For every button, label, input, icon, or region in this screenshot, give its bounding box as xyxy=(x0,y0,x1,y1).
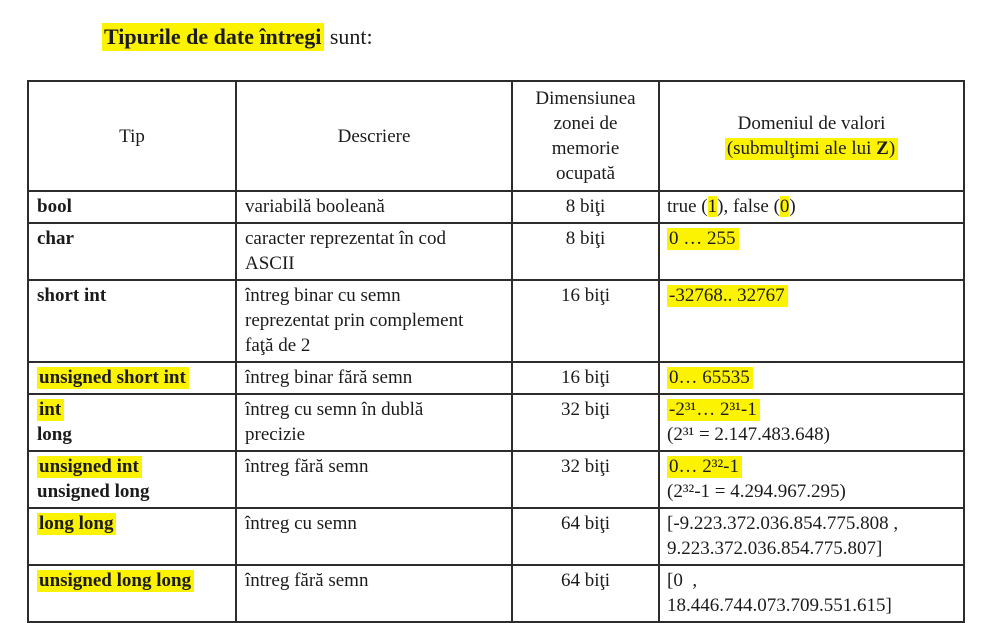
page-title xyxy=(102,24,373,50)
table-row-char xyxy=(28,223,964,280)
header-tip: Tip xyxy=(28,81,236,191)
cell-domeniu: true (1), false (0) xyxy=(659,191,964,223)
cell-domeniu: 0… 65535 xyxy=(659,362,964,394)
header-domeniu xyxy=(659,81,964,191)
set-z-symbol: Z xyxy=(876,138,889,159)
cell-dimensiune: 8 biţi xyxy=(512,191,659,223)
table-row-unsigned-long-long xyxy=(28,565,964,622)
cell-tip: long long xyxy=(28,508,236,565)
table-row-unsigned-int-long xyxy=(28,451,964,508)
header-dimensiune: Dimensiunea zonei de memorie ocupată xyxy=(512,81,659,191)
cell-descriere: întreg fără semn xyxy=(236,451,512,508)
cell-domeniu: [-9.223.372.036.854.775.808 , 9.223.372.036.854.775.807] xyxy=(659,508,964,565)
table-row-int-long xyxy=(28,394,964,451)
cell-tip: int long xyxy=(28,394,236,451)
cell-descriere: întreg cu semn în dublă precizie xyxy=(236,394,512,451)
cell-tip: unsigned short int xyxy=(28,362,236,394)
page-title-rest: sunt: xyxy=(324,24,373,49)
cell-descriere: întreg fără semn xyxy=(236,565,512,622)
cell-dimensiune: 16 biţi xyxy=(512,362,659,394)
cell-tip: unsigned long long xyxy=(28,565,236,622)
cell-dimensiune: 64 biţi xyxy=(512,565,659,622)
cell-tip: char xyxy=(28,223,236,280)
cell-descriere: întreg cu semn xyxy=(236,508,512,565)
cell-tip: unsigned int unsigned long xyxy=(28,451,236,508)
cell-descriere: întreg binar fără semn xyxy=(236,362,512,394)
cell-domeniu: -2³¹… 2³¹-1 (2³¹ = 2.147.483.648) xyxy=(659,394,964,451)
cell-dimensiune: 32 biţi xyxy=(512,451,659,508)
cell-dimensiune: 64 biţi xyxy=(512,508,659,565)
page-title-highlighted: Tipurile de date întregi xyxy=(102,23,324,51)
table-row-bool xyxy=(28,191,964,223)
cell-tip: short int xyxy=(28,280,236,362)
cell-dimensiune: 16 biţi xyxy=(512,280,659,362)
table-row-unsigned-short-int xyxy=(28,362,964,394)
cell-domeniu: 0 … 255 xyxy=(659,223,964,280)
cell-dimensiune: 32 biţi xyxy=(512,394,659,451)
header-domeniu-line2: (submulţimi ale lui Z) xyxy=(666,136,957,161)
cell-dimensiune: 8 biţi xyxy=(512,223,659,280)
cell-domeniu: 0… 2³²-1 (2³²-1 = 4.294.967.295) xyxy=(659,451,964,508)
header-domeniu-line1: Domeniul de valori xyxy=(737,113,886,134)
data-types-table xyxy=(27,80,965,623)
cell-domeniu: [0 , 18.446.744.073.709.551.615] xyxy=(659,565,964,622)
cell-descriere: caracter reprezentat în cod ASCII xyxy=(236,223,512,280)
header-descriere: Descriere xyxy=(236,81,512,191)
cell-descriere: întreg binar cu semn reprezentat prin complement faţă de 2 xyxy=(236,280,512,362)
cell-descriere: variabilă booleană xyxy=(236,191,512,223)
table-row-short-int xyxy=(28,280,964,362)
cell-domeniu: -32768.. 32767 xyxy=(659,280,964,362)
table-header-row xyxy=(28,81,964,191)
cell-tip: bool xyxy=(28,191,236,223)
table-row-long-long xyxy=(28,508,964,565)
